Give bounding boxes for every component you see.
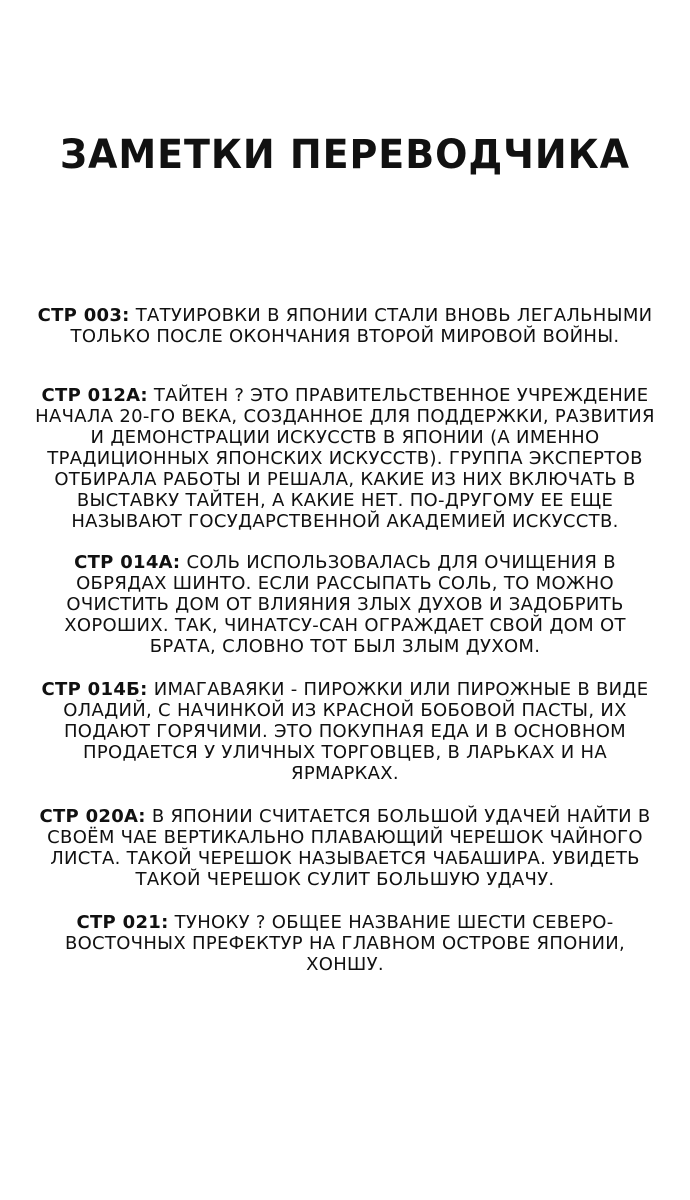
note-label: СТР 012А: [41,385,148,406]
note-text: В ЯПОНИИ СЧИТАЕТСЯ БОЛЬШОЙ УДАЧЕЙ НАЙТИ В СВОЁМ ЧАЕ ВЕРТИКАЛЬНО ПЛАВАЮЩИЙ ЧЕРЕШОК ЧАЙНОГО ЛИСТА. ТАКОЙ ЧЕРЕШОК НАЗЫВАЕТСЯ ЧАБАШИРА. УВИДЕТЬ ТАКОЙ ЧЕРЕШОК СУЛИТ БОЛЬШУЮ УДАЧУ. [47,806,651,890]
note-item [30,806,660,890]
notes-list [30,305,660,992]
note-item [30,385,660,532]
note-label: СТР 014Б: [41,679,148,700]
note-label: СТР 020А: [39,806,146,827]
note-text: ТАЙТЕН ? ЭТО ПРАВИТЕЛЬСТВЕННОЕ УЧРЕЖДЕНИЕ НАЧАЛА 20-ГО ВЕКА, СОЗДАННОЕ ДЛЯ ПОДДЕРЖКИ, РАЗВИТИЯ И ДЕМОНСТРАЦИИ ИСКУССТВ В ЯПОНИИ (А ИМЕННО ТРАДИЦИОННЫХ ЯПОНСКИХ ИСКУССТВ). ГРУППА ЭКСПЕРТОВ ОТБИРАЛА РАБОТЫ И РЕШАЛА, КАКИЕ ИЗ НИХ ВКЛЮЧАТЬ В ВЫСТАВКУ ТАЙТЕН, А КАКИЕ НЕТ. ПО-ДРУГОМУ ЕЕ ЕЩЕ НАЗЫВАЮТ ГОСУДАРСТВЕННОЙ АКАДЕМИЕЙ ИСКУССТВ. [35,385,655,532]
note-item [30,912,660,975]
note-text: ТАТУИРОВКИ В ЯПОНИИ СТАЛИ ВНОВЬ ЛЕГАЛЬНЫМИ ТОЛЬКО ПОСЛЕ ОКОНЧАНИЯ ВТОРОЙ МИРОВОЙ ВОЙНЫ. [70,305,653,347]
page-title: ЗАМЕТКИ ПЕРЕВОДЧИКА [60,132,630,178]
note-text: ИМАГАВАЯКИ - ПИРОЖКИ ИЛИ ПИРОЖНЫЕ В ВИДЕ ОЛАДИЙ, С НАЧИНКОЙ ИЗ КРАСНОЙ БОБОВОЙ ПАСТЫ, ИХ ПОДАЮТ ГОРЯЧИМИ. ЭТО ПОКУПНАЯ ЕДА И В ОСНОВНОМ ПРОДАЕТСЯ У УЛИЧНЫХ ТОРГОВЦЕВ, В ЛАРЬКАХ И НА ЯРМАРКАХ. [63,679,649,784]
note-label: СТР 003: [37,305,130,326]
note-text: ТУНОКУ ? ОБЩЕЕ НАЗВАНИЕ ШЕСТИ СЕВЕРО-ВОСТОЧНЫХ ПРЕФЕКТУР НА ГЛАВНОМ ОСТРОВЕ ЯПОНИИ, ХОНШУ. [64,912,626,975]
note-item [30,679,660,784]
note-item [30,552,660,657]
note-label: СТР 021: [76,912,169,933]
note-text: СОЛЬ ИСПОЛЬЗОВАЛАСЬ ДЛЯ ОЧИЩЕНИЯ В ОБРЯДАХ ШИНТО. ЕСЛИ РАССЫПАТЬ СОЛЬ, ТО МОЖНО ОЧИСТИТЬ ДОМ ОТ ВЛИЯНИЯ ЗЛЫХ ДУХОВ И ЗАДОБРИТЬ ХОРОШИХ. ТАК, ЧИНАТСУ-САН ОГРАЖДАЕТ СВОЙ ДОМ ОТ БРАТА, СЛОВНО ТОТ БЫЛ ЗЛЫМ ДУХОМ. [64,552,626,657]
note-item [30,305,660,347]
note-label: СТР 014А: [74,552,181,573]
